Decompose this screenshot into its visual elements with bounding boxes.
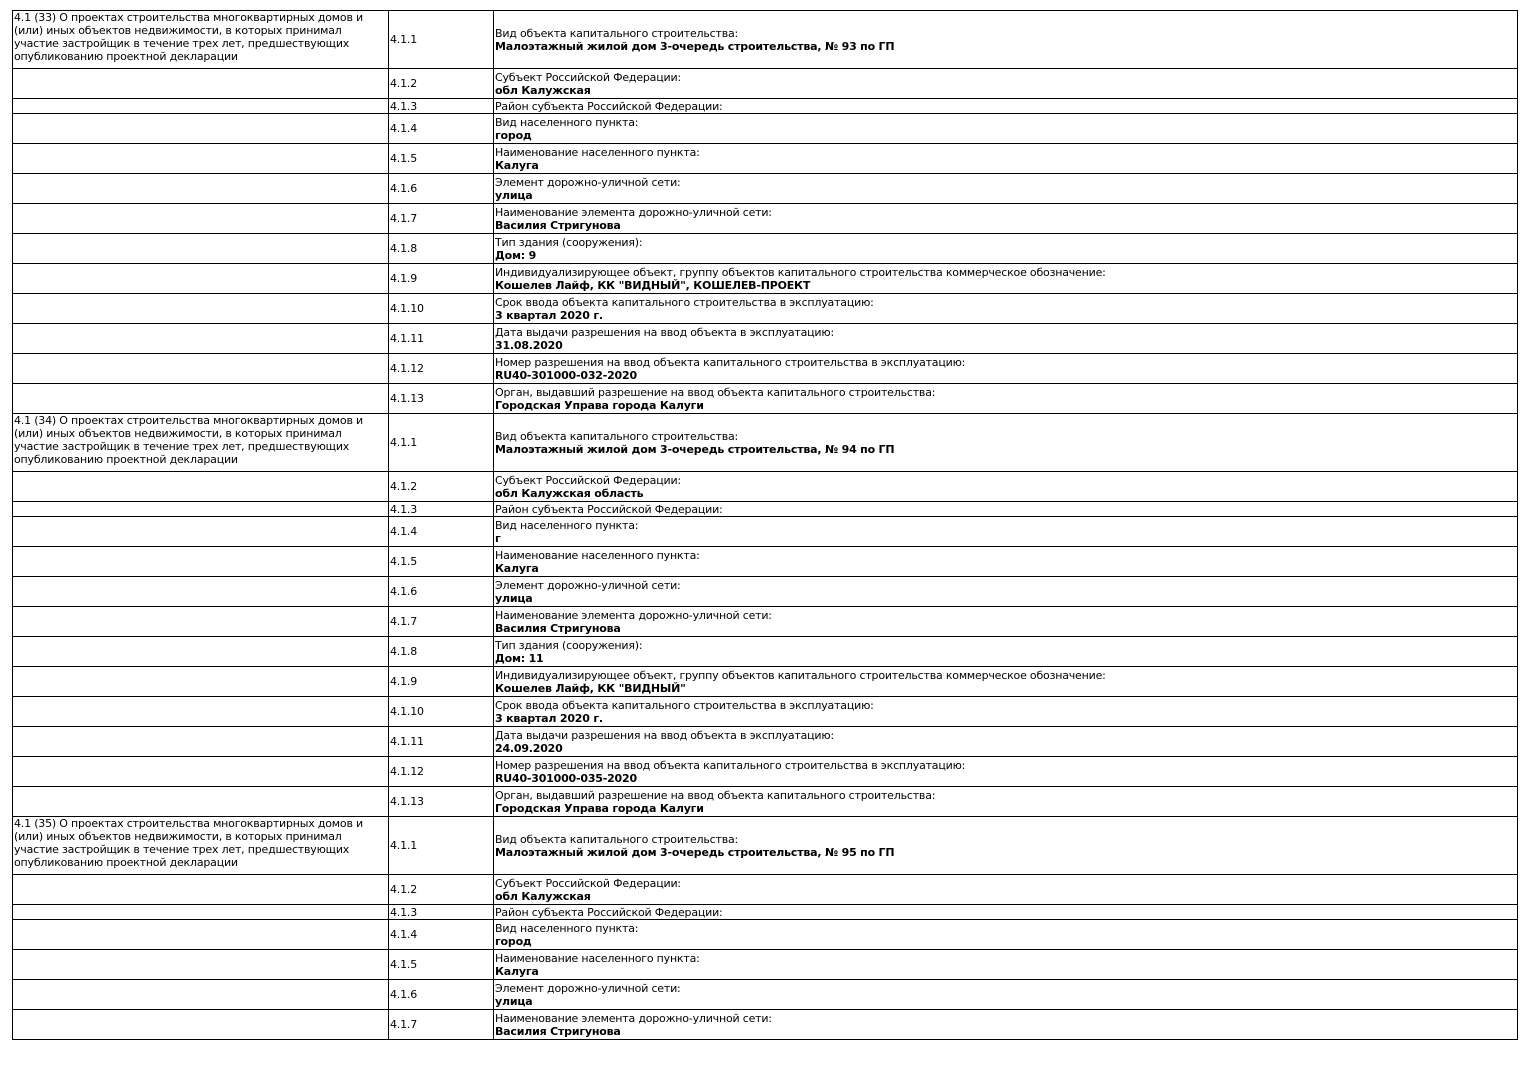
item-label: Наименование населенного пункта: xyxy=(495,145,700,159)
item-content-cell xyxy=(494,414,1518,472)
item-code-cell: 4.1.3 xyxy=(389,99,494,114)
item-label: Район субъекта Российской Федерации: xyxy=(495,905,723,919)
table-row xyxy=(13,264,1518,294)
item-label: Вид населенного пункта: xyxy=(495,115,639,129)
empty-cell xyxy=(13,950,389,980)
table-row xyxy=(13,757,1518,787)
item-label: Тип здания (сооружения): xyxy=(495,638,643,652)
item-label: Вид объекта капитального строительства: xyxy=(495,429,739,443)
item-value: RU40-301000-035-2020 xyxy=(495,771,637,785)
empty-cell xyxy=(13,174,389,204)
item-code-cell: 4.1.9 xyxy=(389,667,494,697)
item-value: Малоэтажный жилой дом 3-очередь строительства, № 95 по ГП xyxy=(495,845,895,859)
item-code-cell: 4.1.10 xyxy=(389,294,494,324)
table-row xyxy=(13,875,1518,905)
item-code-cell: 4.1.2 xyxy=(389,875,494,905)
table-row xyxy=(13,787,1518,817)
item-value: г xyxy=(495,531,501,545)
item-value: 31.08.2020 xyxy=(495,338,563,352)
empty-cell xyxy=(13,697,389,727)
item-value: 3 квартал 2020 г. xyxy=(495,711,603,725)
empty-cell xyxy=(13,667,389,697)
item-content-cell xyxy=(494,875,1518,905)
table-row xyxy=(13,384,1518,414)
item-content-cell xyxy=(494,905,1518,920)
item-code-cell: 4.1.7 xyxy=(389,204,494,234)
table-row xyxy=(13,234,1518,264)
item-value: улица xyxy=(495,591,533,605)
empty-cell xyxy=(13,875,389,905)
empty-cell xyxy=(13,264,389,294)
empty-cell xyxy=(13,1010,389,1040)
table-row xyxy=(13,11,1518,69)
item-value: Василия Стригунова xyxy=(495,1024,621,1038)
item-label: Срок ввода объекта капитального строительства в эксплуатацию: xyxy=(495,295,874,309)
item-code-cell: 4.1.5 xyxy=(389,950,494,980)
item-code-cell: 4.1.6 xyxy=(389,980,494,1010)
item-code-cell: 4.1.2 xyxy=(389,69,494,99)
item-value: Калуга xyxy=(495,158,539,172)
section-header-cell: 4.1 (34) О проектах строительства многоквартирных домов и (или) иных объектов недвижимости, в которых принимал участие застройщик в течение трех лет, предшествующих опубликованию проектной декларации xyxy=(13,414,389,472)
empty-cell xyxy=(13,144,389,174)
item-label: Вид населенного пункта: xyxy=(495,921,639,935)
item-value: RU40-301000-032-2020 xyxy=(495,368,637,382)
empty-cell xyxy=(13,294,389,324)
item-content-cell xyxy=(494,817,1518,875)
item-content-cell xyxy=(494,727,1518,757)
item-value: Малоэтажный жилой дом 3-очередь строительства, № 93 по ГП xyxy=(495,39,895,53)
item-code-cell: 4.1.1 xyxy=(389,817,494,875)
item-content-cell xyxy=(494,697,1518,727)
table-row xyxy=(13,727,1518,757)
item-content-cell xyxy=(494,757,1518,787)
item-label: Субъект Российской Федерации: xyxy=(495,876,681,890)
item-content-cell xyxy=(494,99,1518,114)
item-code-cell: 4.1.6 xyxy=(389,577,494,607)
item-label: Наименование элемента дорожно-уличной сети: xyxy=(495,608,772,622)
item-code-cell: 4.1.3 xyxy=(389,905,494,920)
empty-cell xyxy=(13,607,389,637)
item-code-cell: 4.1.4 xyxy=(389,114,494,144)
empty-cell xyxy=(13,234,389,264)
item-label: Номер разрешения на ввод объекта капитального строительства в эксплуатацию: xyxy=(495,355,966,369)
item-content-cell xyxy=(494,667,1518,697)
item-label: Элемент дорожно-уличной сети: xyxy=(495,981,681,995)
item-value: обл Калужская область xyxy=(495,486,644,500)
item-value: улица xyxy=(495,994,533,1008)
empty-cell xyxy=(13,384,389,414)
item-content-cell xyxy=(494,294,1518,324)
table-row xyxy=(13,920,1518,950)
empty-cell xyxy=(13,99,389,114)
item-content-cell xyxy=(494,324,1518,354)
item-label: Вид населенного пункта: xyxy=(495,518,639,532)
empty-cell xyxy=(13,920,389,950)
item-value: обл Калужская xyxy=(495,83,591,97)
item-value: Дом: 9 xyxy=(495,248,537,262)
item-label: Субъект Российской Федерации: xyxy=(495,70,681,84)
item-content-cell xyxy=(494,384,1518,414)
item-content-cell xyxy=(494,577,1518,607)
item-code-cell: 4.1.7 xyxy=(389,1010,494,1040)
item-value: Городская Управа города Калуги xyxy=(495,801,704,815)
item-content-cell xyxy=(494,502,1518,517)
table-row xyxy=(13,517,1518,547)
empty-cell xyxy=(13,787,389,817)
item-label: Район субъекта Российской Федерации: xyxy=(495,99,723,113)
item-content-cell xyxy=(494,144,1518,174)
item-code-cell: 4.1.8 xyxy=(389,234,494,264)
item-value: Городская Управа города Калуги xyxy=(495,398,704,412)
item-code-cell: 4.1.2 xyxy=(389,472,494,502)
item-code-cell: 4.1.10 xyxy=(389,697,494,727)
item-value: Дом: 11 xyxy=(495,651,544,665)
empty-cell xyxy=(13,204,389,234)
item-code-cell: 4.1.1 xyxy=(389,414,494,472)
table-row xyxy=(13,174,1518,204)
empty-cell xyxy=(13,727,389,757)
empty-cell xyxy=(13,472,389,502)
item-value: 3 квартал 2020 г. xyxy=(495,308,603,322)
item-content-cell xyxy=(494,607,1518,637)
item-value: 24.09.2020 xyxy=(495,741,563,755)
item-content-cell xyxy=(494,264,1518,294)
empty-cell xyxy=(13,354,389,384)
table-row xyxy=(13,99,1518,114)
table-row xyxy=(13,697,1518,727)
section-header-cell: 4.1 (35) О проектах строительства многоквартирных домов и (или) иных объектов недвижимости, в которых принимал участие застройщик в течение трех лет, предшествующих опубликованию проектной декларации xyxy=(13,817,389,875)
item-value: Малоэтажный жилой дом 3-очередь строительства, № 94 по ГП xyxy=(495,442,895,456)
item-code-cell: 4.1.11 xyxy=(389,727,494,757)
item-value: город xyxy=(495,128,532,142)
item-value: Калуга xyxy=(495,964,539,978)
table-row xyxy=(13,817,1518,875)
table-row xyxy=(13,905,1518,920)
table-row xyxy=(13,472,1518,502)
item-content-cell xyxy=(494,234,1518,264)
item-label: Район субъекта Российской Федерации: xyxy=(495,502,723,516)
table-row xyxy=(13,950,1518,980)
item-label: Индивидуализирующее объект, группу объектов капитального строительства коммерческое обозначение: xyxy=(495,668,1106,682)
item-label: Индивидуализирующее объект, группу объектов капитального строительства коммерческое обозначение: xyxy=(495,265,1106,279)
item-label: Номер разрешения на ввод объекта капитального строительства в эксплуатацию: xyxy=(495,758,966,772)
item-label: Вид объекта капитального строительства: xyxy=(495,26,739,40)
item-code-cell: 4.1.11 xyxy=(389,324,494,354)
item-code-cell: 4.1.5 xyxy=(389,547,494,577)
item-code-cell: 4.1.13 xyxy=(389,787,494,817)
table-row xyxy=(13,114,1518,144)
item-label: Наименование населенного пункта: xyxy=(495,548,700,562)
empty-cell xyxy=(13,547,389,577)
table-row xyxy=(13,667,1518,697)
empty-cell xyxy=(13,324,389,354)
empty-cell xyxy=(13,905,389,920)
item-content-cell xyxy=(494,517,1518,547)
table-row xyxy=(13,204,1518,234)
item-value: Василия Стригунова xyxy=(495,218,621,232)
item-label: Субъект Российской Федерации: xyxy=(495,473,681,487)
item-label: Наименование элемента дорожно-уличной сети: xyxy=(495,205,772,219)
table-row xyxy=(13,502,1518,517)
item-content-cell xyxy=(494,920,1518,950)
item-code-cell: 4.1.8 xyxy=(389,637,494,667)
table-row xyxy=(13,1010,1518,1040)
empty-cell xyxy=(13,757,389,787)
item-content-cell xyxy=(494,204,1518,234)
item-code-cell: 4.1.7 xyxy=(389,607,494,637)
item-label: Наименование населенного пункта: xyxy=(495,951,700,965)
item-label: Орган, выдавший разрешение на ввод объекта капитального строительства: xyxy=(495,788,936,802)
item-value: Кошелев Лайф, КК "ВИДНЫЙ" xyxy=(495,681,686,695)
item-label: Элемент дорожно-уличной сети: xyxy=(495,578,681,592)
item-content-cell xyxy=(494,637,1518,667)
table-row xyxy=(13,144,1518,174)
item-value: Кошелев Лайф, КК "ВИДНЫЙ", КОШЕЛЕВ-ПРОЕКТ xyxy=(495,278,811,292)
table-row xyxy=(13,547,1518,577)
empty-cell xyxy=(13,517,389,547)
declaration-table-body xyxy=(13,11,1518,1040)
table-row xyxy=(13,294,1518,324)
item-code-cell: 4.1.4 xyxy=(389,920,494,950)
item-code-cell: 4.1.1 xyxy=(389,11,494,69)
item-content-cell xyxy=(494,547,1518,577)
table-row xyxy=(13,324,1518,354)
table-row xyxy=(13,577,1518,607)
item-code-cell: 4.1.6 xyxy=(389,174,494,204)
item-value: улица xyxy=(495,188,533,202)
item-value: город xyxy=(495,934,532,948)
item-content-cell xyxy=(494,354,1518,384)
empty-cell xyxy=(13,114,389,144)
item-content-cell xyxy=(494,174,1518,204)
section-header-cell: 4.1 (33) О проектах строительства многоквартирных домов и (или) иных объектов недвижимости, в которых принимал участие застройщик в течение трех лет, предшествующих опубликованию проектной декларации xyxy=(13,11,389,69)
item-content-cell xyxy=(494,787,1518,817)
table-row xyxy=(13,414,1518,472)
item-label: Тип здания (сооружения): xyxy=(495,235,643,249)
declaration-table xyxy=(12,10,1518,1040)
item-content-cell xyxy=(494,11,1518,69)
item-code-cell: 4.1.4 xyxy=(389,517,494,547)
item-content-cell xyxy=(494,980,1518,1010)
empty-cell xyxy=(13,637,389,667)
item-content-cell xyxy=(494,1010,1518,1040)
item-content-cell xyxy=(494,950,1518,980)
table-row xyxy=(13,607,1518,637)
table-row xyxy=(13,69,1518,99)
item-content-cell xyxy=(494,472,1518,502)
empty-cell xyxy=(13,69,389,99)
item-content-cell xyxy=(494,114,1518,144)
item-label: Наименование элемента дорожно-уличной сети: xyxy=(495,1011,772,1025)
item-value: обл Калужская xyxy=(495,889,591,903)
item-code-cell: 4.1.12 xyxy=(389,757,494,787)
table-row xyxy=(13,354,1518,384)
empty-cell xyxy=(13,577,389,607)
empty-cell xyxy=(13,502,389,517)
item-label: Орган, выдавший разрешение на ввод объекта капитального строительства: xyxy=(495,385,936,399)
item-value: Калуга xyxy=(495,561,539,575)
item-code-cell: 4.1.3 xyxy=(389,502,494,517)
table-row xyxy=(13,637,1518,667)
item-code-cell: 4.1.12 xyxy=(389,354,494,384)
item-label: Вид объекта капитального строительства: xyxy=(495,832,739,846)
table-row xyxy=(13,980,1518,1010)
item-value: Василия Стригунова xyxy=(495,621,621,635)
item-label: Элемент дорожно-уличной сети: xyxy=(495,175,681,189)
empty-cell xyxy=(13,980,389,1010)
item-label: Дата выдачи разрешения на ввод объекта в эксплуатацию: xyxy=(495,728,834,742)
item-label: Срок ввода объекта капитального строительства в эксплуатацию: xyxy=(495,698,874,712)
item-label: Дата выдачи разрешения на ввод объекта в эксплуатацию: xyxy=(495,325,834,339)
item-code-cell: 4.1.9 xyxy=(389,264,494,294)
item-code-cell: 4.1.13 xyxy=(389,384,494,414)
item-code-cell: 4.1.5 xyxy=(389,144,494,174)
item-content-cell xyxy=(494,69,1518,99)
